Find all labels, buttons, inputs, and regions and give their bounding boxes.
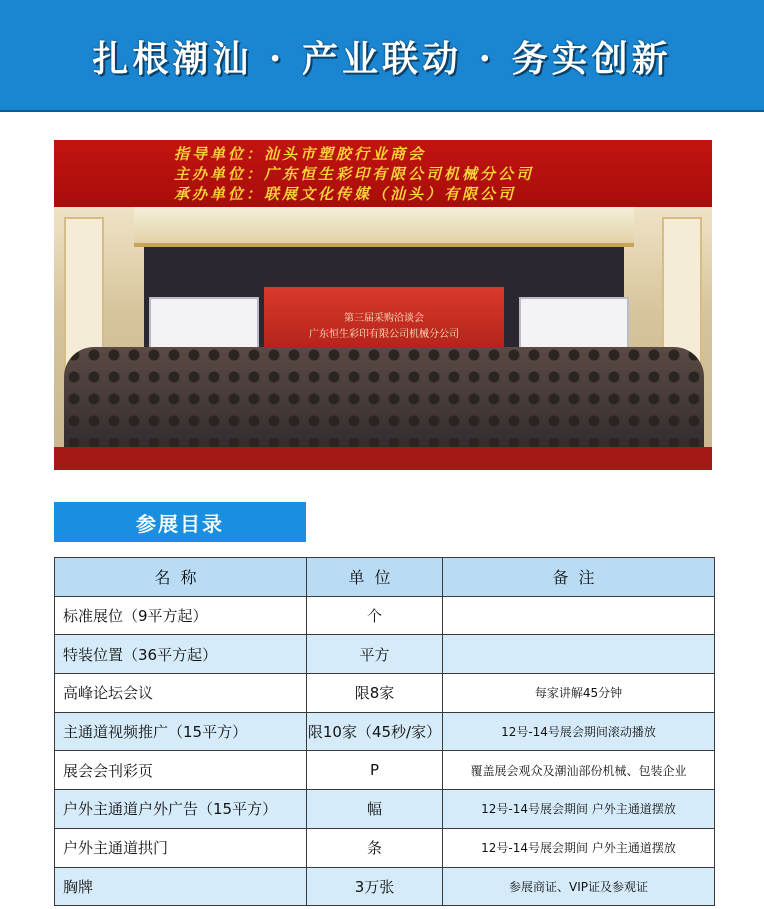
- cell-note: 12号-14号展会期间滚动播放: [443, 712, 715, 751]
- table-row: [55, 712, 715, 751]
- header-note: 备注: [443, 558, 715, 597]
- cell-unit: 平方: [307, 635, 443, 674]
- exhibit-catalog-table: [54, 557, 715, 906]
- banner-divider: [0, 110, 764, 112]
- stage-screen-line-1: 第三届采购洽谈会: [344, 313, 424, 324]
- header-unit: 单位: [307, 558, 443, 597]
- cell-note: [443, 596, 715, 635]
- table-row: [55, 867, 715, 906]
- table-row: [55, 596, 715, 635]
- cell-name: 户外主通道户外广告（15平方）: [55, 790, 307, 829]
- section-title: 参展目录: [136, 511, 224, 536]
- cell-name: 主通道视频推广（15平方）: [55, 712, 307, 751]
- cell-note: 12号-14号展会期间 户外主通道摆放: [443, 828, 715, 867]
- table-row: [55, 751, 715, 790]
- table-row: [55, 790, 715, 829]
- cell-name: 胸牌: [55, 867, 307, 906]
- cell-unit: 条: [307, 828, 443, 867]
- red-carpet: [54, 447, 712, 470]
- section-tab: [54, 502, 306, 542]
- cell-unit: 3万张: [307, 867, 443, 906]
- organizer-banner: [54, 140, 712, 207]
- event-group-photo: [54, 140, 712, 470]
- table-row: [55, 635, 715, 674]
- cell-unit: 限10家（45秒/家）: [307, 712, 443, 751]
- organizer-guide: 指导单位：汕头市塑胶行业商会: [174, 145, 427, 163]
- cell-name: 特装位置（36平方起）: [55, 635, 307, 674]
- stage-screen-line-2: 广东恒生彩印有限公司机械分公司: [309, 329, 459, 340]
- cell-note: 12号-14号展会期间 户外主通道摆放: [443, 790, 715, 829]
- hall-ceiling: [134, 207, 634, 247]
- table-row: [55, 828, 715, 867]
- header-banner: [0, 0, 764, 112]
- cell-unit: 幅: [307, 790, 443, 829]
- cell-name: 户外主通道拱门: [55, 828, 307, 867]
- organizer-undertaker: 承办单位：联展文化传媒（汕头）有限公司: [174, 185, 517, 203]
- page-title: 扎根潮汕 · 产业联动 · 务实创新: [92, 37, 672, 80]
- table-row: [55, 674, 715, 713]
- cell-unit: 限8家: [307, 674, 443, 713]
- cell-name: 高峰论坛会议: [55, 674, 307, 713]
- cell-note: 覆盖展会观众及潮汕部份机械、包装企业: [443, 751, 715, 790]
- attendee-crowd: [64, 347, 704, 457]
- cell-unit: P: [307, 751, 443, 790]
- cell-name: 展会会刊彩页: [55, 751, 307, 790]
- cell-name: 标准展位（9平方起）: [55, 596, 307, 635]
- organizer-host: 主办单位：广东恒生彩印有限公司机械分公司: [174, 165, 535, 183]
- header-name: 名称: [55, 558, 307, 597]
- cell-note: 参展商证、VIP证及参观证: [443, 867, 715, 906]
- cell-unit: 个: [307, 596, 443, 635]
- cell-note: 每家讲解45分钟: [443, 674, 715, 713]
- cell-note: [443, 635, 715, 674]
- table-header-row: [55, 558, 715, 597]
- hall-scene: [54, 207, 712, 470]
